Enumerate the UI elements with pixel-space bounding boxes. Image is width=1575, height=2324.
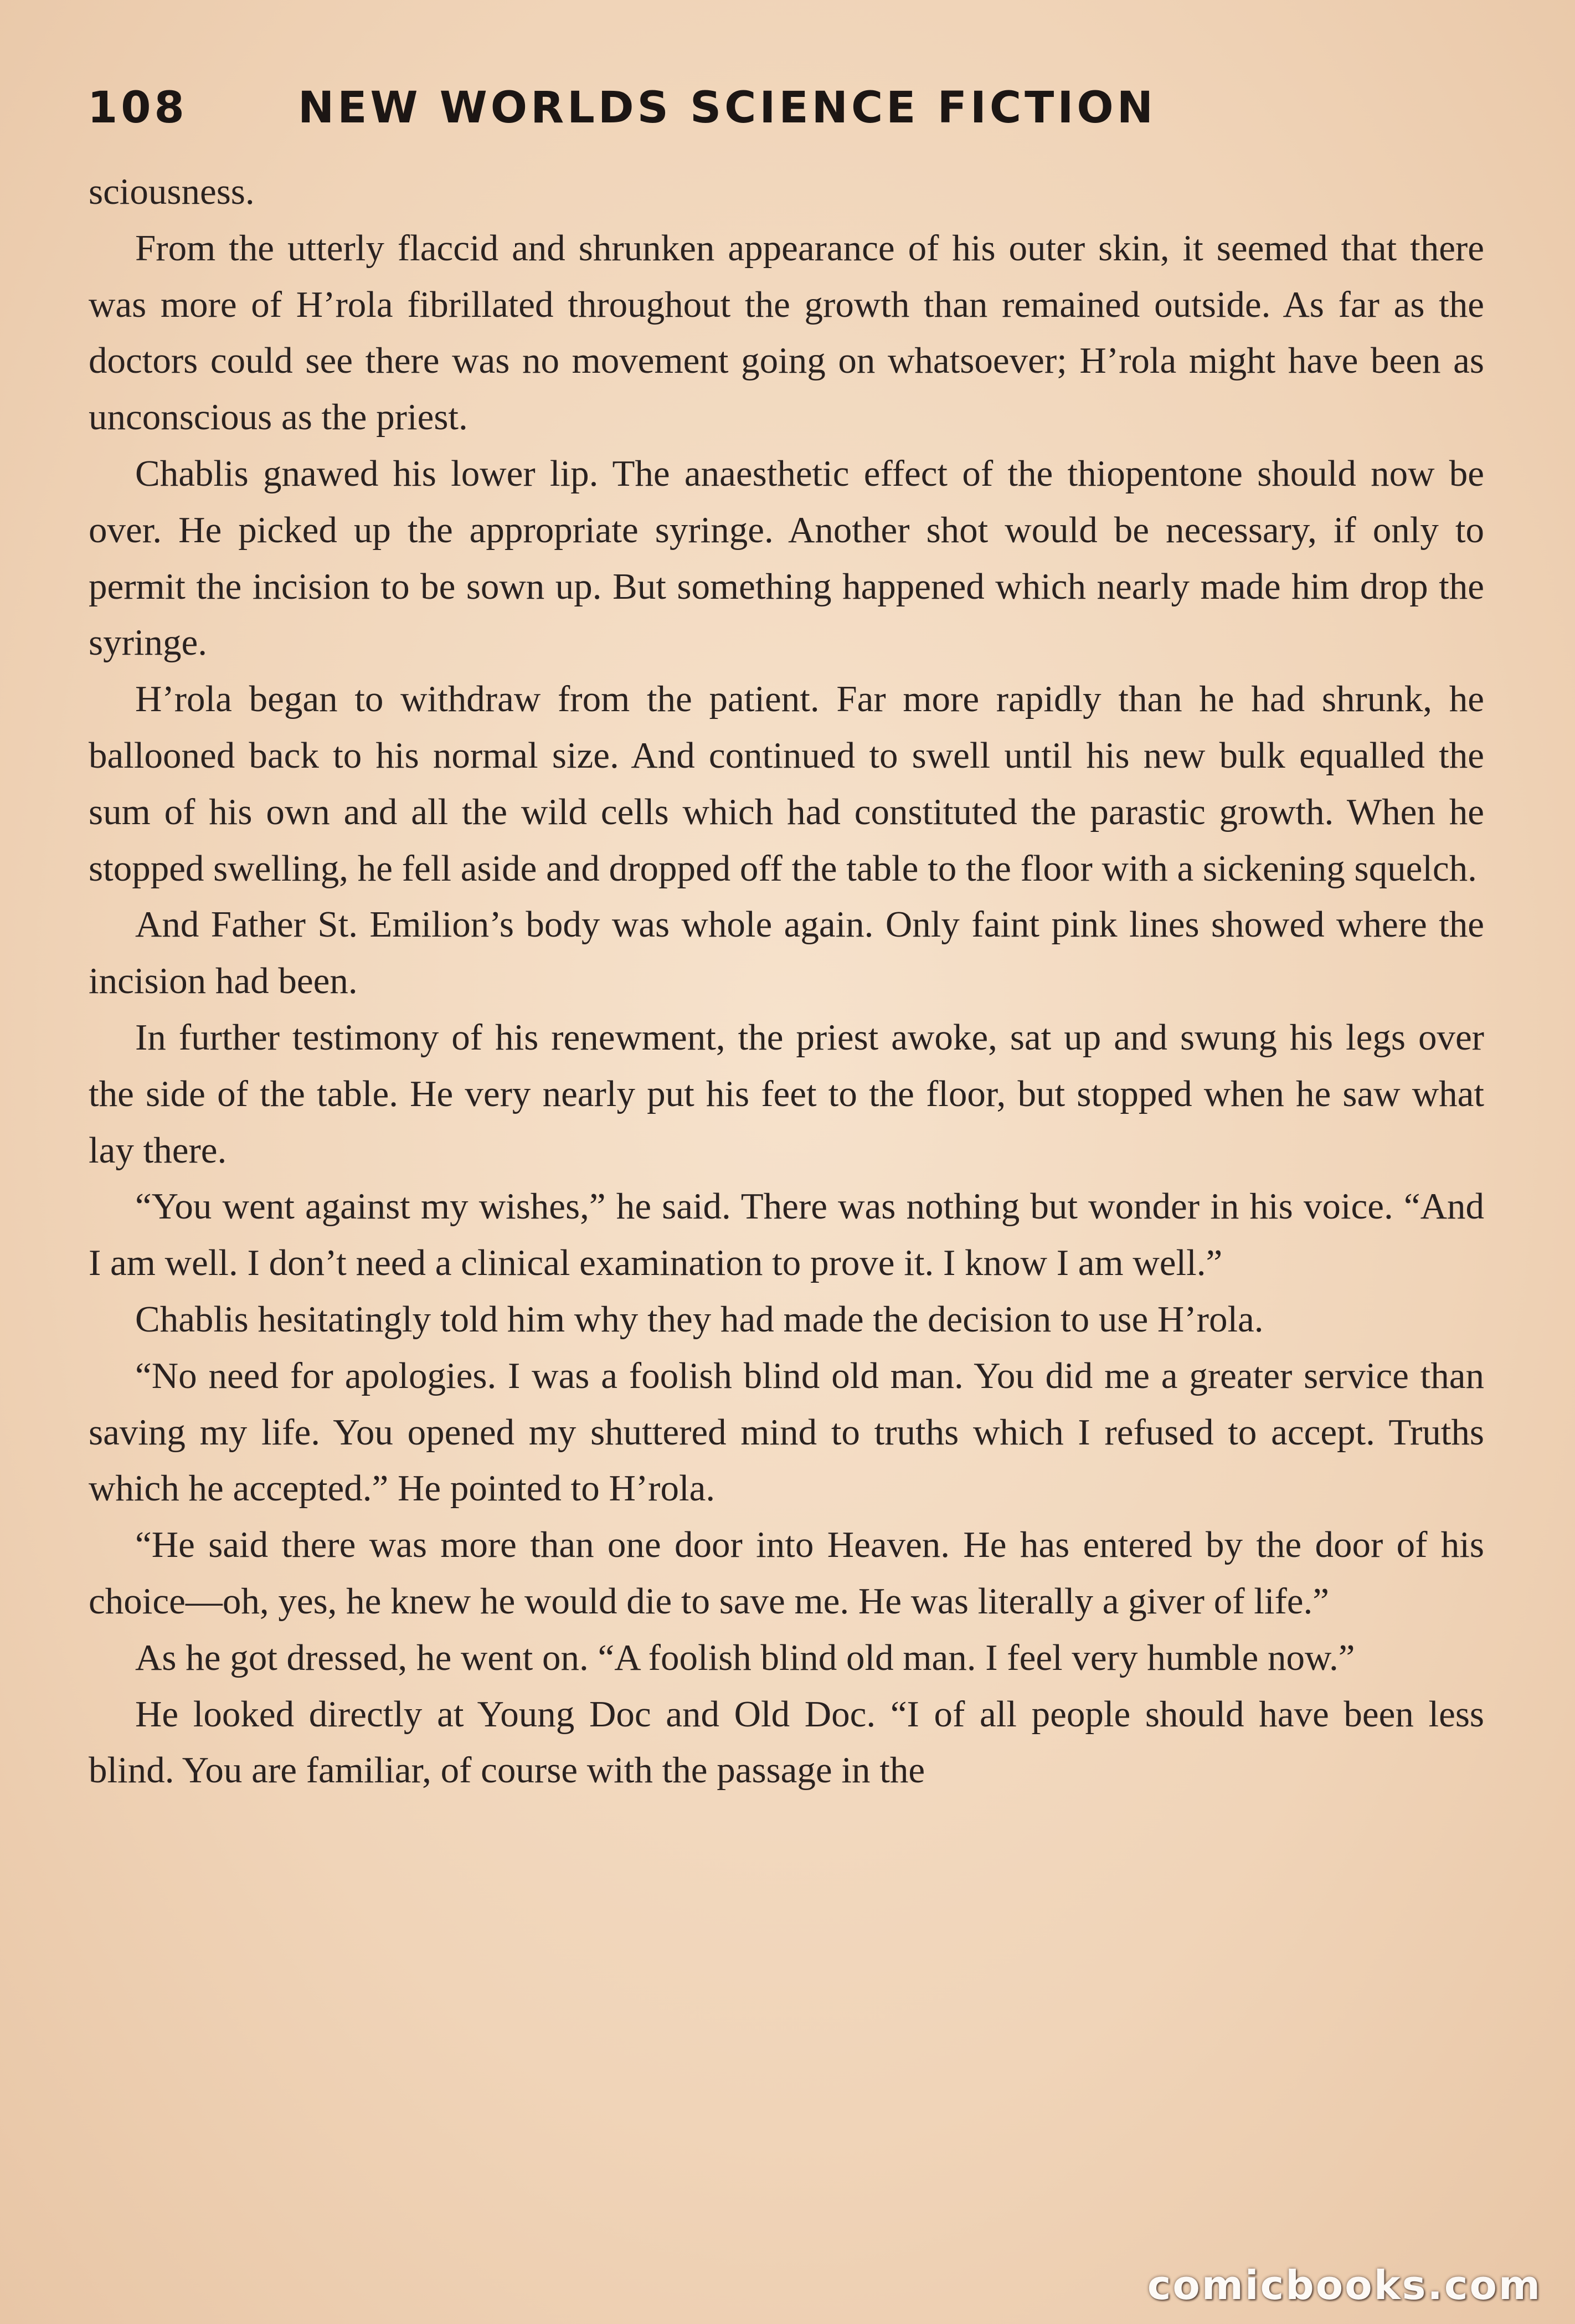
paragraph: As he got dressed, he went on. “A foolish blind old man. I feel very humble now.” bbox=[135, 1637, 1355, 1678]
story-text bbox=[89, 164, 1484, 1799]
paragraph: sciousness. bbox=[89, 171, 255, 212]
paragraph: In further testimony of his renewment, the priest awoke, sat up and swung his legs over the side of the table. He very nearly put his feet to the floor, but stopped when he saw what lay there. bbox=[89, 1016, 1484, 1171]
paragraph: H’rola began to withdraw from the patient. Far more rapidly than he had shrunk, he ballooned back to his normal size. And continued to swell until his new bulk equalled the sum of his own and all the wild cells which had constituted the parastic growth. When he stopped swelling, he fell aside and dropped off the table to the floor with a sickening squelch. bbox=[89, 678, 1484, 889]
paragraph: He looked directly at Young Doc and Old Doc. “I of all people should have been less blind. You are familiar, of course with the passage in the bbox=[89, 1693, 1484, 1791]
paragraph: Chablis gnawed his lower lip. The anaesthetic effect of the thiopentone should now be over. He picked up the appropriate syringe. Another shot would be necessary, if only to permit the incision to be sown up. But something happened which nearly made him drop the syringe. bbox=[89, 453, 1484, 664]
paragraph: From the utterly flaccid and shrunken appearance of his outer skin, it seemed that there was more of H’rola fibrillated throughout the growth than remained outside. As far as the doctors could see there was no movement going on whatsoever; H’rola might have been as unconscious as the priest. bbox=[89, 227, 1484, 438]
source-watermark: comicbooks.com bbox=[1147, 2262, 1542, 2308]
paragraph: And Father St. Emilion’s body was whole again. Only faint pink lines showed where the incision had been. bbox=[89, 904, 1484, 1002]
paragraph: Chablis hesitatingly told him why they had made the decision to use H’rola. bbox=[135, 1298, 1264, 1340]
page-number: 108 bbox=[87, 83, 188, 133]
page-header bbox=[87, 78, 1156, 138]
paragraph: “You went against my wishes,” he said. There was nothing but wonder in his voice. “And I am well. I don’t need a clinical examination to prove it. I know I am well.” bbox=[89, 1186, 1484, 1284]
running-title: NEW WORLDS SCIENCE FICTION bbox=[298, 83, 1156, 133]
paragraph: “He said there was more than one door into Heaven. He has entered by the door of his choice—oh, yes, he knew he would die to save me. He was literally a giver of life.” bbox=[89, 1524, 1484, 1622]
paragraph: “No need for apologies. I was a foolish blind old man. You did me a greater service than saving my life. You opened my shuttered mind to truths which I refused to accept. Truths which he accepted.” He pointed to H’rola. bbox=[89, 1355, 1484, 1509]
